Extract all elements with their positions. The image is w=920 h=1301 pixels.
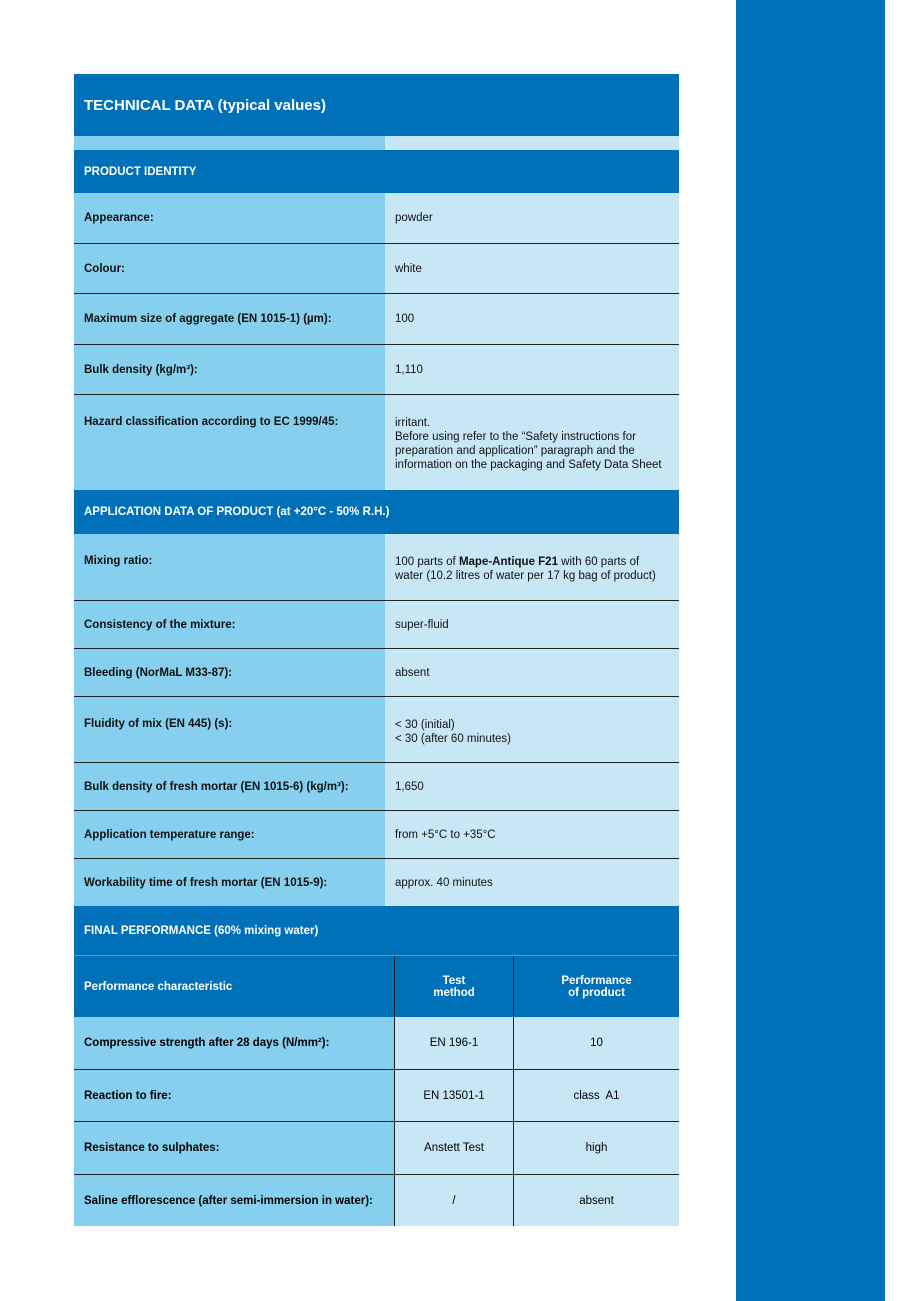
row-label: Compressive strength after 28 days (N/mm²): <box>74 1017 394 1069</box>
table-row <box>74 762 679 810</box>
side-color-band <box>736 0 885 1301</box>
row-label: Appearance: <box>74 193 385 243</box>
table-row <box>74 344 679 394</box>
row-label: Bleeding (NorMaL M33-87): <box>74 649 385 696</box>
row-label: Fluidity of mix (EN 445) (s): <box>74 697 385 762</box>
section-header-application-data: APPLICATION DATA OF PRODUCT (at +20°C - 50% R.H.) <box>74 490 679 534</box>
row-value: from +5°C to +35°C <box>385 811 679 858</box>
table-row <box>74 858 679 906</box>
section-header-product-identity: PRODUCT IDENTITY <box>74 150 679 193</box>
row-label: Hazard classification according to EC 1999/45: <box>74 395 385 490</box>
row-label: Bulk density of fresh mortar (EN 1015-6) (kg/m³): <box>74 763 385 810</box>
row-method: / <box>394 1175 513 1226</box>
row-label: Saline efflorescence (after semi-immersion in water): <box>74 1175 394 1226</box>
table-row <box>74 1069 679 1121</box>
row-value: 100 <box>385 294 679 344</box>
table-row <box>74 1121 679 1174</box>
section-header-final-performance: FINAL PERFORMANCE (60% mixing water) <box>74 906 679 955</box>
row-label: Resistance to sulphates: <box>74 1122 394 1174</box>
table-row <box>74 696 679 762</box>
row-value: 1,650 <box>385 763 679 810</box>
row-label: Reaction to fire: <box>74 1070 394 1121</box>
table-row <box>74 293 679 344</box>
row-label: Application temperature range: <box>74 811 385 858</box>
table-row <box>74 600 679 648</box>
technical-data-table <box>74 74 679 1226</box>
row-label: Maximum size of aggregate (EN 1015-1) (µm): <box>74 294 385 344</box>
row-value: approx. 40 minutes <box>385 859 679 906</box>
row-method: EN 196-1 <box>394 1017 513 1069</box>
table-row <box>74 243 679 293</box>
table-row <box>74 1174 679 1226</box>
row-label: Consistency of the mixture: <box>74 601 385 648</box>
row-method: EN 13501-1 <box>394 1070 513 1121</box>
table-row <box>74 193 679 243</box>
row-value: absent <box>385 649 679 696</box>
row-value: high <box>513 1122 679 1174</box>
spacer-row <box>74 136 679 150</box>
row-value: 1,110 <box>385 345 679 394</box>
row-value: < 30 (initial) < 30 (after 60 minutes) <box>385 697 679 762</box>
table-row <box>74 534 679 600</box>
table-row <box>74 394 679 490</box>
row-value: 100 parts of Mape-Antique F21 with 60 parts of water (10.2 litres of water per 17 kg bag of product) <box>385 534 679 600</box>
row-label: Bulk density (kg/m³): <box>74 345 385 394</box>
row-value: white <box>385 244 679 293</box>
row-value: powder <box>385 193 679 243</box>
row-label: Workability time of fresh mortar (EN 1015-9): <box>74 859 385 906</box>
column-header-performance: Performance of product <box>513 956 679 1017</box>
row-value: 10 <box>513 1017 679 1069</box>
row-value: super-fluid <box>385 601 679 648</box>
row-value: class A1 <box>513 1070 679 1121</box>
table-row <box>74 1017 679 1069</box>
row-label: Mixing ratio: <box>74 534 385 600</box>
column-header-characteristic: Performance characteristic <box>74 956 394 1017</box>
table-row <box>74 648 679 696</box>
column-header-test-method: Test method <box>394 956 513 1017</box>
row-value: irritant. Before using refer to the “Safety instructions for preparation and application” paragraph and the information on the packaging and Safety Data Sheet <box>385 395 679 490</box>
row-label: Colour: <box>74 244 385 293</box>
performance-header-row <box>74 955 679 1017</box>
row-method: Anstett Test <box>394 1122 513 1174</box>
row-value: absent <box>513 1175 679 1226</box>
table-row <box>74 810 679 858</box>
table-title: TECHNICAL DATA (typical values) <box>74 74 679 136</box>
